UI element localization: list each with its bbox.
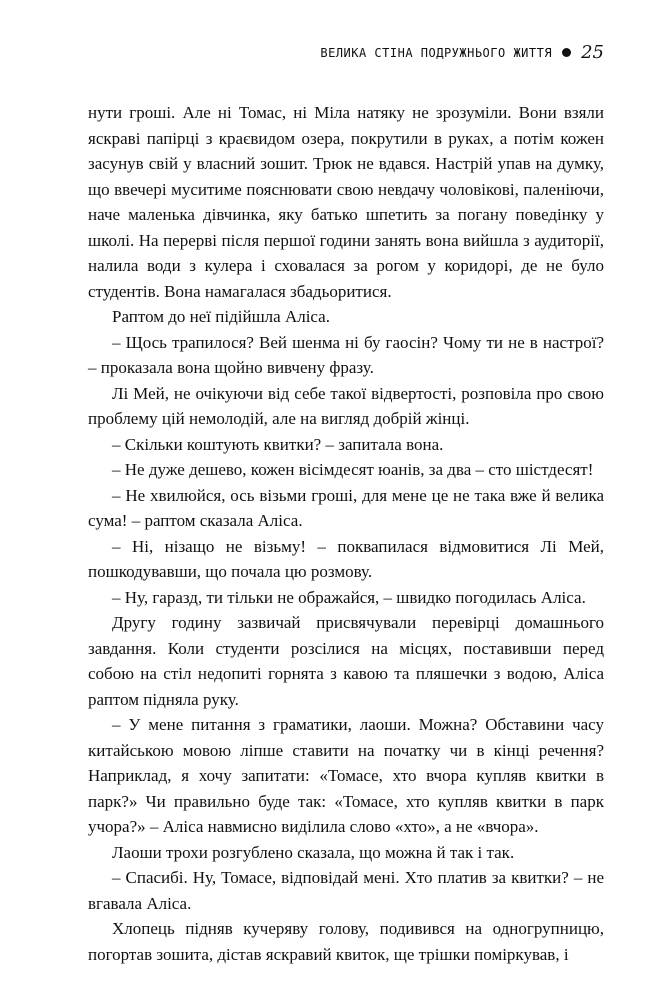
paragraph: Раптом до неї підійшла Аліса. <box>112 307 330 326</box>
paragraph: – Скільки коштують квитки? – запитала вона. <box>112 434 444 454</box>
paragraph: – Щось трапилося? Вей шенма ні бу гаосін? Чому ти не в настрої? – проказала вона щойно вивчену фразу. <box>88 332 604 377</box>
paragraph: – Спасибі. Ну, Томасе, відповідай мені. Хто платив за квитки? – не вгавала Аліса. <box>88 868 604 913</box>
paragraph: Другу годину зазвичай присвячували перевірці домашнього завдання. Коли студенти розсілися на місцях, поставивши перед собою на стіл недопиті горнята з кавою та пляшечки з водою, Аліса раптом підняла руку. <box>88 613 604 709</box>
paragraph: Хлопець підняв кучеряву голову, подивився на одногрупницю, погортав зошита, дістав яскравий квиток, ще трішки поміркував, і <box>88 919 604 964</box>
paragraph: – Не хвилюйся, ось візьми гроші, для мене це не така вже й велика сума! – раптом сказала Аліса. <box>88 485 604 530</box>
paragraph: нути гроші. Але ні Томас, ні Міла натяку не зрозуміли. Вони взяли яскраві папірці з краєвидом озера, покрутили в руках, а потім кожен засунув свій у власний зошит. Трюк не вдався. Настрій упав на думку, що ввечері муситиме пояснювати свою невдачу чоловікові, паленіючи, наче маленька дівчинка, яку батько шпетить за погану поведінку у школі. На перерві після першої години занять вона вийшла з аудиторії, налила води з кулера і сховалася за рогом у коридорі, де не було студентів. Вона намагалася збадьоритися. <box>88 103 604 301</box>
paragraph: – Ну, гаразд, ти тільки не ображайся, – швидко погодилась Аліса. <box>112 587 586 607</box>
paragraph: – У мене питання з граматики, лаоши. Можна? Обставини часу китайською мовою ліпше ставити на початку чи в кінці речення? Наприклад, я хочу запитати: «Томасе, хто вчора купляв квитки в парк?» Чи правильно буде так: «Томасе, хто купляв квитки в парк учора?» – Аліса навмисно виділила слово «хто», а не «вчора». <box>88 715 604 836</box>
paragraph: – Ні, нізащо не візьму! – поквапилася відмовитися Лі Мей, пошкодувавши, що почала цю розмову. <box>88 536 604 581</box>
paragraph: Лаоши трохи розгублено сказала, що можна й так і так. <box>112 842 515 862</box>
paragraph: – Не дуже дешево, кожен вісімдесят юанів, за два – сто шістдесят! <box>112 460 594 479</box>
body-text <box>88 100 604 967</box>
page-header <box>320 42 604 63</box>
page-number: 25 <box>581 42 604 63</box>
bullet-icon <box>562 48 571 57</box>
running-head: ВЕЛИКА СТІНА ПОДРУЖНЬОГО ЖИТТЯ <box>320 45 553 60</box>
paragraph: Лі Мей, не очікуючи від себе такої відвертості, розповіла про свою проблему цій немолодій, але на вигляд добрій жінці. <box>88 383 604 428</box>
